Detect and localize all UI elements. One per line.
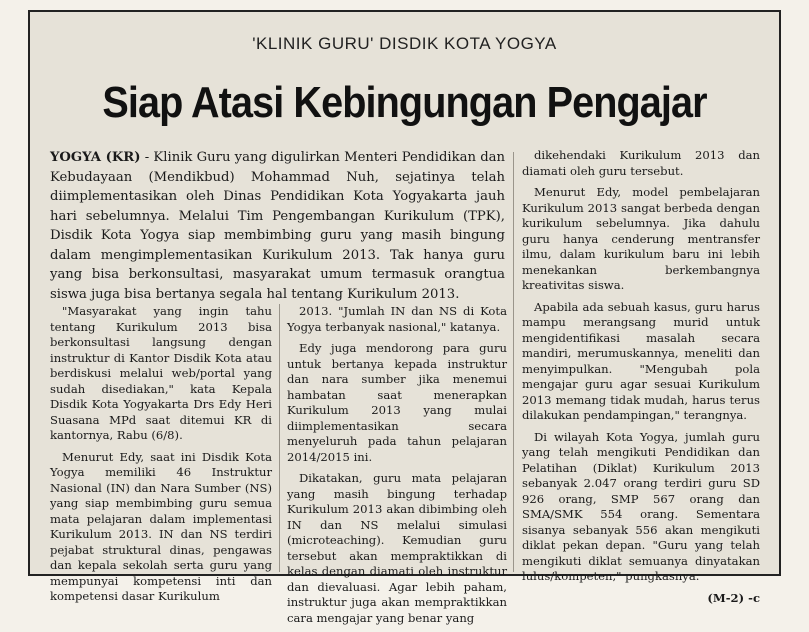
paragraph: Apabila ada sebuah kasus, guru harus mampu merangsang murid untuk mengidentifikasi masalah secara mandiri, merumuskannya, meneliti dan menyimpulkan. "Mengubah pola mengajar guru agar sesuai Kurikulum 2013 memang tidak mudah, harus terus dilakukan pendampingan," terangnya. [522,299,760,422]
paragraph: Edy juga mendorong para guru untuk bertanya kepada instruktur dan nara sumber jika menemui hambatan saat menerapkan Kurikulum 2013 yang mulai diimplementasikan secara menyeluruh pada tahun pelajaran 2014/2015 ini. [287,341,507,464]
kicker: 'KLINIK GURU' DISDIK KOTA YOGYA [252,34,557,53]
author-code: (M-2) -c [707,590,760,605]
column-divider [513,152,514,572]
column-3 [522,148,760,606]
lead-text: - Klinik Guru yang digulirkan Menteri Pendidikan dan Kebudayaan (Mendikbud) Mohammad Nuh, sejatinya telah diimplementasikan oleh Dinas Pendidikan Kota Yogyakarta jauh hari sebelumnya. Melalui Tim Pengembangan Kurikulum (TPK), Disdik Kota Yogya siap membimbing guru yang masih bingung dalam mengimplementasikan Kurikulum 2013. Tak hanya guru yang bisa berkonsultasi, masyarakat umum termasuk orangtua siswa juga bisa bertanya segala hal tentang Kurikulum 2013. [50,150,505,302]
column-1 [50,304,272,611]
column-2 [287,304,507,632]
newspaper-clipping [28,10,781,625]
paragraph: Di wilayah Kota Yogya, jumlah guru yang telah mengikuti Pendidikan dan Pelatihan (Diklat) Kurikulum 2013 sebanyak 2.047 orang terdiri guru SD 926 orang, SMP 567 orang dan SMA/SMK 554 orang. Sementara sisanya sebanyak 556 akan mengikuti diklat pekan depan. "Guru yang telah mengikuti diklat semuanya dinyatakan lulus/kompeten," pungkasnya. [522,429,760,583]
dateline: YOGYA (KR) [50,150,141,165]
paragraph: Dikatakan, guru mata pelajaran yang masih bingung terhadap Kurikulum 2013 akan dibimbing oleh IN dan NS melalui simulasi (microteaching). Kemudian guru tersebut akan mempraktikkan di kelas dengan diamati oleh instruktur dan dievaluasi. Agar lebih paham, instruktur juga akan mempraktikkan cara mengajar yang benar yang [287,471,507,625]
paragraph: Menurut Edy, saat ini Disdik Kota Yogya memiliki 46 Instruktur Nasional (IN) dan Nara Sumber (NS) yang siap membimbing guru semua mata pelajaran dalam implementasi Kurikulum 2013. IN dan NS terdiri pejabat struktural dinas, pengawas dan kepala sekolah serta guru yang mempunyai kompetensi inti dan kompetensi dasar Kurikulum [50,449,272,603]
paragraph: dikehendaki Kurikulum 2013 dan diamati oleh guru tersebut. [522,148,760,178]
headline: Siap Atasi Kebingungan Pengajar [102,78,707,127]
paragraph: Menurut Edy, model pembelajaran Kurikulum 2013 sangat berbeda dengan kurikulum sebelumnya. Jika dahulu guru hanya cenderung mentransfer ilmu, dalam kurikulum baru ini lebih menekankan berkembangnya kreativitas siswa. [522,185,760,292]
paragraph: 2013. "Jumlah IN dan NS di Kota Yogya terbanyak nasional," katanya. [287,304,507,334]
lead-paragraph [50,148,505,304]
paragraph: "Masyarakat yang ingin tahu tentang Kurikulum 2013 bisa berkonsultasi langsung dengan instruktur di Kantor Disdik Kota atau berdiskusi melalui web/portal yang sudah disediakan," kata Kepala Disdik Kota Yogyakarta Drs Edy Heri Suasana MPd saat ditemui KR di kantornya, Rabu (6/8). [50,304,272,442]
column-divider [279,304,280,572]
